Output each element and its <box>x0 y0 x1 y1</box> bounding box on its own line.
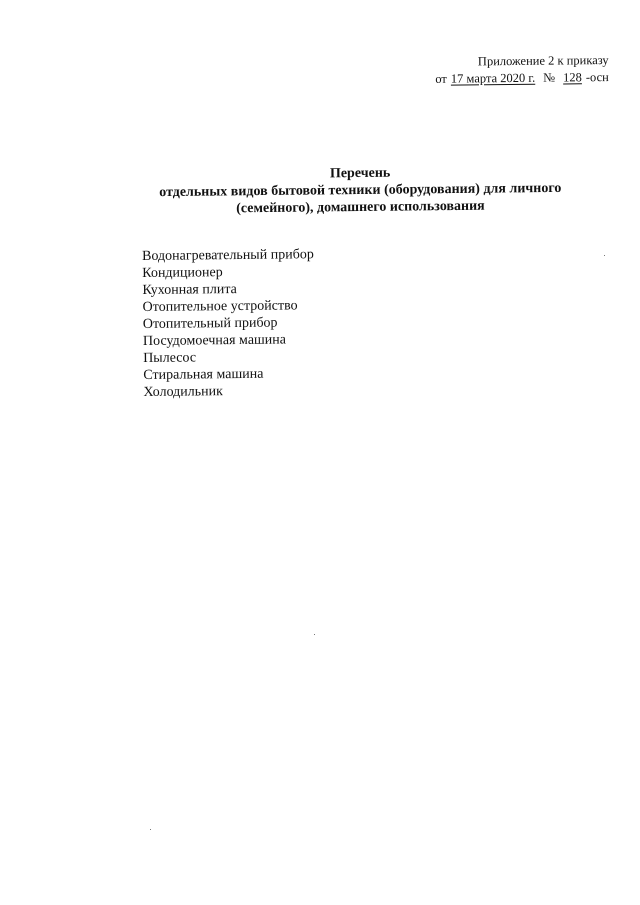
list-item: Отопительный прибор <box>142 315 278 332</box>
appendix-reference <box>435 52 609 88</box>
order-number-sign: № <box>543 70 556 85</box>
title-line-1: Перечень <box>329 165 391 182</box>
scan-speck <box>314 634 315 635</box>
appendix-line: Приложение 2 к приказу <box>478 52 610 69</box>
list-item: Стиральная машина <box>143 366 264 383</box>
order-suffix: -осн <box>586 69 610 85</box>
scan-speck <box>150 829 151 830</box>
list-item: Посудомоечная машина <box>142 332 287 349</box>
list-item: Отопительное устройство <box>142 298 298 315</box>
title-line-2: отдельных видов бытовой техники (оборудования) для личного <box>159 180 562 201</box>
order-reference-line <box>436 69 610 88</box>
scan-speck <box>604 255 605 256</box>
order-prefix: от <box>435 71 448 86</box>
appliance-list <box>142 246 315 401</box>
order-date: 17 марта 2020 г. <box>451 70 536 86</box>
title-line-3: (семейного), домашнего использования <box>236 198 485 217</box>
list-item: Холодильник <box>143 384 223 400</box>
list-item: Кухонная плита <box>142 282 237 298</box>
list-item: Пылесос <box>143 350 197 366</box>
document-title <box>120 162 601 218</box>
list-item: Водонагревательный прибор <box>142 247 314 264</box>
order-number: 128 <box>563 70 583 85</box>
list-item: Кондиционер <box>142 265 223 281</box>
